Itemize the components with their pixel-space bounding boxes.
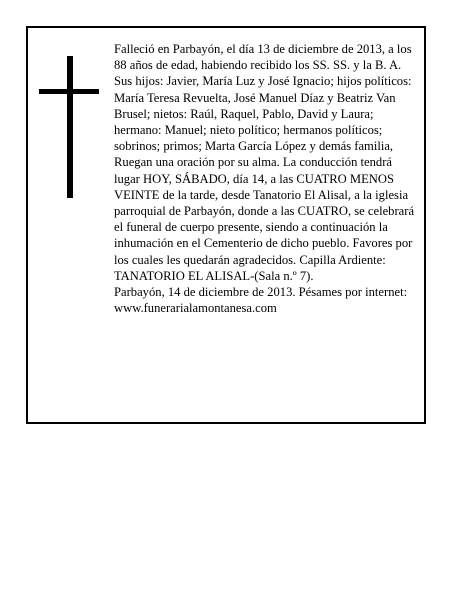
family-list: Sus hijos: Javier, María Luz y José Ignacio; hijos políticos: María Teresa Revuelta, José Manuel Díaz y Beatriz Van Brusel; nietos: Raúl, Raquel, Pablo, David y Laura; hermano: Manuel; nieto político; hermanos políticos; sobrinos; primos; Marta García López y demás familia, (114, 74, 412, 154)
latin-cross-icon (39, 56, 99, 198)
cross-vertical-bar (67, 56, 73, 198)
place-date-condolences: Parbayón, 14 de diciembre de 2013. Pésames por internet: www.funerarialamontanesa.com (114, 285, 408, 316)
funeral-details: Ruegan una oración por su alma. La conducción tendrá lugar HOY, SÁBADO, día 14, a las CUATRO MENOS VEINTE de la tarde, desde Tanatorio El Alisal, a la iglesia parroquial de Parbayón, donde a las CUATRO, se celebrará el funeral de cuerpo presente, siendo a continuación la inhumación en el Cementerio de dicho pueblo. Favores por los cuales les quedarán agradecidos. Capilla Ardiente: TANATORIO EL ALISAL-(Sala n.º 7). (114, 155, 415, 283)
obituary-notice (26, 26, 426, 424)
death-announcement: Falleció en Parbayón, el día 13 de diciembre de 2013, a los 88 años de edad, habiendo recibido los SS. SS. y la B. A. (114, 42, 412, 73)
cross-horizontal-bar (39, 89, 99, 94)
notice-body (114, 41, 420, 316)
